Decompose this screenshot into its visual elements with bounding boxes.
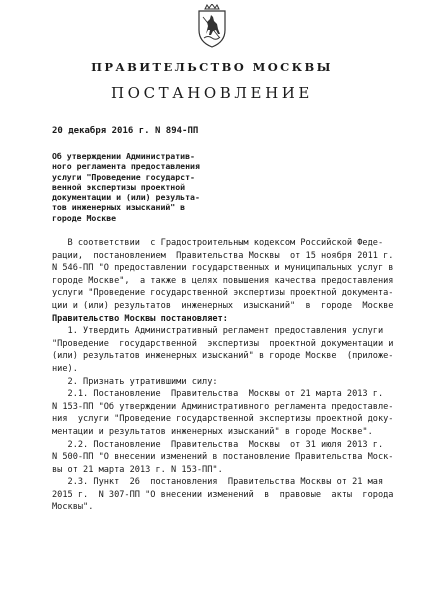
subject-line: ного регламента предоставления — [52, 161, 200, 172]
body-line: рации, постановлением Правительства Москвы от 15 ноября 2011 г. — [52, 250, 394, 261]
subject-line: тов инженерных изысканий" в — [52, 202, 186, 213]
document-body — [52, 237, 392, 514]
body-line: городе Москве", а также в целях повышения качества предоставления — [52, 275, 394, 286]
body-line: вы от 21 марта 2013 г. N 153-ПП". — [52, 464, 223, 475]
body-line: Москвы". — [52, 502, 94, 513]
subject-line: документации и (или) результа- — [52, 192, 200, 203]
body-line: ния услуги "Проведение государственной экспертизы проектной доку- — [52, 414, 394, 425]
body-line: 2015 г. N 307-ПП "О внесении изменений в правовые акты города — [52, 489, 394, 500]
body-line: (или) результатов инженерных изысканий" в городе Москве (приложе- — [52, 351, 394, 362]
organization-title: ПРАВИТЕЛЬСТВО МОСКВЫ — [91, 60, 333, 74]
body-line: ментации и результатов инженерных изысканий" в городе Москве". — [52, 426, 373, 437]
body-line: Правительство Москвы постановляет: — [52, 313, 228, 324]
body-line: 1. Утвердить Административный регламент предоставления услуги — [52, 326, 384, 337]
body-line: 2.1. Постановление Правительства Москвы от 21 марта 2013 г. — [52, 389, 384, 400]
body-line: N 500-ПП "О внесении изменений в постановление Правительства Моск- — [52, 452, 394, 463]
subject-line: венной экспертизы проектной — [52, 181, 186, 192]
body-line: N 546-ПП "О предоставлении государственных и муниципальных услуг в — [52, 263, 394, 274]
body-line: ние). — [52, 363, 78, 374]
document-date-number: 20 декабря 2016 г. N 894-ПП — [52, 126, 199, 136]
moscow-coat-of-arms-icon — [193, 4, 231, 48]
subject-line: Об утверждении Административ- — [52, 151, 195, 161]
document-type-heading: ПОСТАНОВЛЕНИЕ — [110, 84, 313, 102]
body-line: "Проведение государственной экспертизы проектной документации и — [52, 338, 394, 349]
document-subject — [52, 151, 200, 223]
body-line: ции и (или) результатов инженерных изысканий" в городе Москве — [52, 300, 394, 311]
body-line: 2.2. Постановление Правительства Москвы от 31 июля 2013 г. — [52, 439, 384, 450]
body-line: 2.3. Пункт 26 постановления Правительства Москвы от 21 мая — [52, 477, 384, 488]
subject-line: услуги "Проведение государст- — [52, 171, 195, 182]
body-line: услуги "Проведение государственной экспертизы проектной документа- — [52, 288, 394, 299]
subject-line: городе Москве — [52, 212, 117, 223]
body-line: 2. Признать утратившими силу: — [52, 376, 218, 387]
body-line: N 153-ПП "Об утверждении Административного регламента предоставле- — [52, 401, 394, 412]
body-line: В соответствии с Градостроительным кодексом Российской Феде- — [52, 238, 384, 248]
